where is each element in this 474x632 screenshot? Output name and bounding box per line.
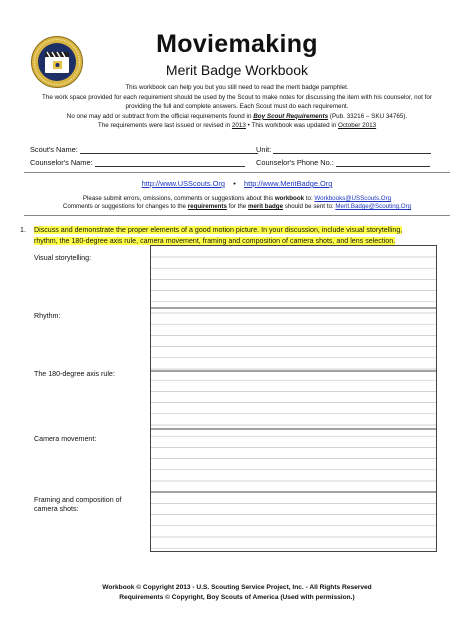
intro-line (30, 121, 444, 131)
workbooks-email-link[interactable]: Workbooks@USScouts.Org (314, 195, 392, 202)
unit-label: Unit: (256, 145, 272, 154)
requirements-source-text: No one may add or subtract from the official requirements found in (66, 112, 252, 120)
revision-year: 2013 (231, 122, 246, 130)
meritbadge-link[interactable]: http://www.MeritBadge.Org (244, 179, 333, 188)
ruled-lines (151, 246, 436, 551)
section-label: Visual storytelling: (34, 254, 92, 262)
requirement-number: 1. (20, 226, 26, 234)
requirement-1 (20, 225, 440, 246)
counselor-phone-row (256, 158, 430, 167)
section-label: The 180-degree axis rule: (34, 370, 115, 378)
note-line (30, 195, 444, 203)
writing-area[interactable] (150, 245, 437, 552)
meritbadge-email-link[interactable]: Merit.Badge@Scouting.Org (335, 203, 412, 211)
note-bold: workbook (274, 195, 305, 202)
scout-name-row (30, 145, 258, 154)
intro-line: The work space provided for each requirement should be used by the Scout to make notes for discussing the item with his counselor, not for (42, 93, 432, 101)
requirements-book-title: Boy Scout Requirements (253, 112, 329, 120)
revision-text: The requirements were last issued or revised in (97, 122, 231, 130)
counselor-phone-label: Counselor's Phone No.: (256, 158, 334, 167)
note-text: should be sent to: (284, 203, 334, 211)
intro-line: providing the full and complete answers. Each Scout must do each requirement. (125, 103, 349, 111)
section-label: Rhythm: (34, 312, 61, 320)
intro-line: This workbook can help you but you still need to read the merit badge pamphlet. (125, 84, 349, 91)
page-title: Moviemaking (156, 30, 318, 58)
footer-copyright: Workbook © Copyright 2013 - U.S. Scouting Service Project, Inc. - All Rights Reserved (102, 584, 372, 591)
divider (24, 172, 450, 173)
section-label: Camera movement: (34, 435, 97, 443)
usscouts-link[interactable]: http://www.USScouts.Org (141, 179, 226, 188)
note-text: Comments or suggestions for changes to the (62, 203, 186, 211)
counselor-phone-field[interactable] (336, 158, 430, 167)
counselor-name-row (30, 158, 245, 167)
intro-block (30, 83, 444, 131)
note-text: for the (228, 203, 247, 211)
requirement-text: rhythm, the 180-degree axis rule, camera movement, framing and composition of camera shots, and lens selection. (34, 236, 396, 245)
updated-date: October 2013 (337, 122, 377, 130)
link-separator: • (233, 179, 236, 188)
divider (24, 215, 450, 216)
footer-requirements-copyright: Requirements © Copyright, Boy Scouts of America (Used with permission.) (119, 594, 355, 602)
scout-name-field[interactable] (80, 145, 258, 154)
unit-field[interactable] (273, 145, 431, 154)
feedback-note (30, 195, 444, 212)
footer (0, 583, 474, 603)
note-text: to: (305, 195, 313, 202)
counselor-name-field[interactable] (95, 158, 245, 167)
scout-name-label: Scout's Name: (30, 145, 78, 154)
requirements-pub-number: (Pub. 33216 – SKU 34765). (329, 112, 408, 120)
counselor-name-label: Counselor's Name: (30, 158, 93, 167)
requirement-text: Discuss and demonstrate the proper elements of a good motion picture. In your discussion, include visual storytelling, (34, 226, 403, 234)
page-subtitle: Merit Badge Workbook (165, 62, 309, 78)
note-text: Please submit errors, omissions, comments or suggestions about this (82, 195, 274, 202)
unit-row (256, 145, 431, 154)
note-bold: requirements (187, 203, 227, 211)
note-bold: merit badge (247, 203, 284, 211)
section-label: Framing and composition of camera shots: (34, 496, 122, 513)
website-links (0, 179, 474, 188)
note-line (30, 203, 444, 211)
intro-line (30, 112, 444, 122)
updated-text: • This workbook was updated in (247, 122, 337, 130)
